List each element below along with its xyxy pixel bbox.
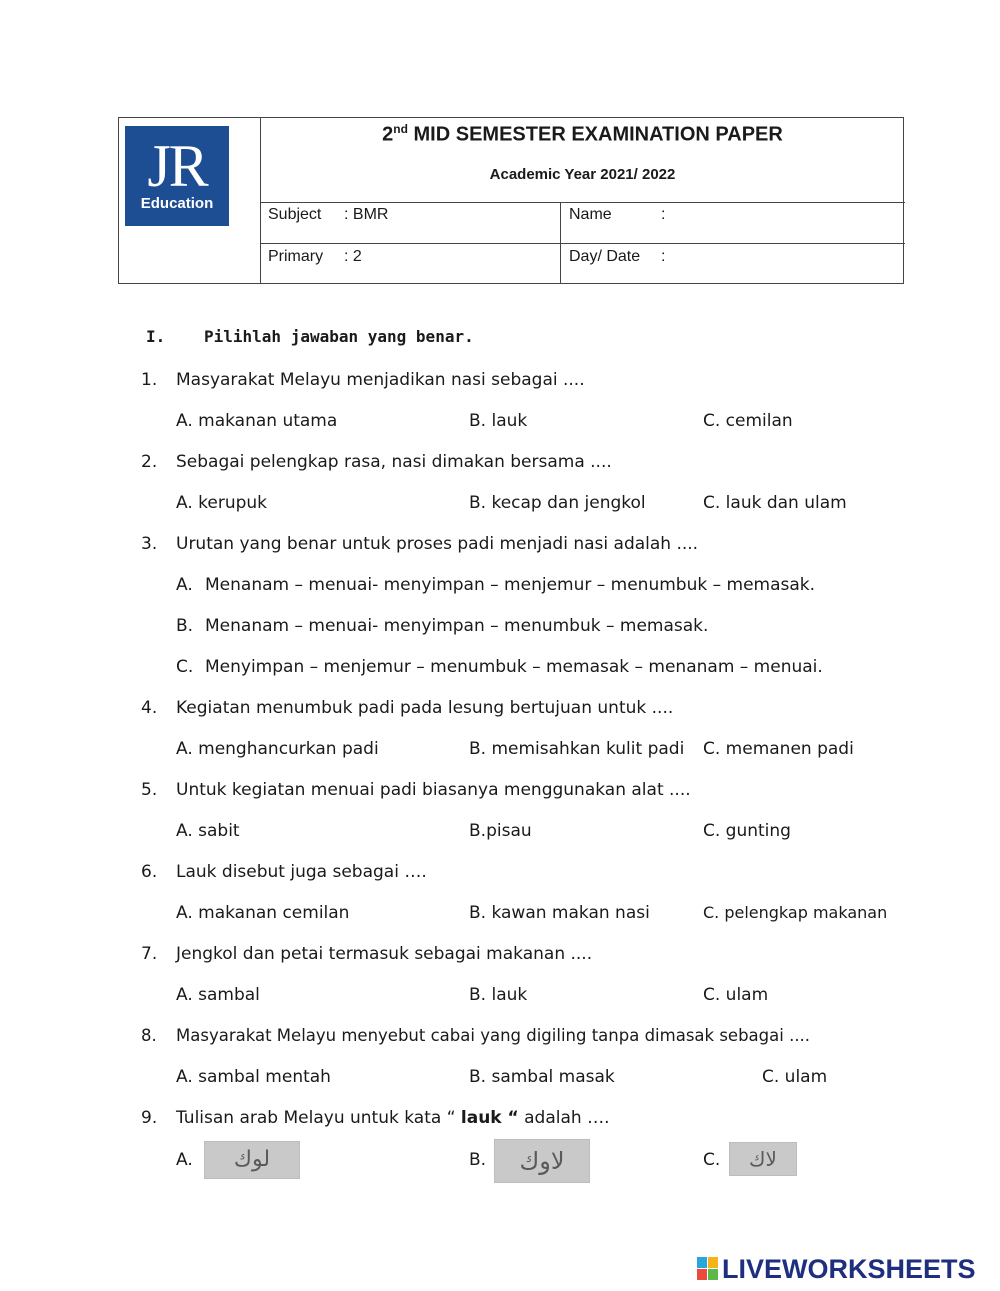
option-c[interactable]: C. ulam bbox=[762, 1067, 828, 1087]
question-6: 6. Lauk disebut juga sebagai …. bbox=[141, 862, 427, 882]
option-a[interactable]: A. bbox=[176, 1150, 193, 1170]
option-a[interactable]: A. sabit bbox=[176, 821, 240, 841]
divider bbox=[260, 243, 905, 244]
option-b[interactable]: B. kecap dan jengkol bbox=[469, 493, 646, 513]
exam-header-table bbox=[118, 117, 904, 284]
question-4: 4. Kegiatan menumbuk padi pada lesung bertujuan untuk .... bbox=[141, 698, 674, 718]
option-b[interactable]: B. lauk bbox=[469, 985, 528, 1005]
option-c[interactable]: C. bbox=[703, 1150, 721, 1170]
primary-field: Primary : 2 bbox=[268, 248, 362, 265]
option-c[interactable]: C. cemilan bbox=[703, 411, 793, 431]
option-a[interactable]: A. makanan cemilan bbox=[176, 903, 350, 923]
academic-year: Academic Year 2021/ 2022 bbox=[489, 166, 676, 183]
question-2: 2. Sebagai pelengkap rasa, nasi dimakan bersama .... bbox=[141, 452, 612, 472]
exam-title: 2nd MID SEMESTER EXAMINATION PAPER bbox=[382, 122, 783, 146]
option-a[interactable]: A. makanan utama bbox=[176, 411, 338, 431]
option-c[interactable]: C. memanen padi bbox=[703, 739, 854, 759]
divider bbox=[560, 202, 561, 283]
option-a[interactable]: A. sambal mentah bbox=[176, 1067, 331, 1087]
option-b[interactable]: B.pisau bbox=[469, 821, 532, 841]
divider bbox=[260, 202, 905, 203]
option-b[interactable]: B. kawan makan nasi bbox=[469, 903, 650, 923]
jawi-image-b[interactable]: لاوك bbox=[494, 1139, 590, 1183]
subject-field: Subject : BMR bbox=[268, 206, 389, 223]
option-c[interactable]: C. ulam bbox=[703, 985, 769, 1005]
jawi-image-a[interactable]: لوك bbox=[204, 1141, 300, 1179]
option-b[interactable]: B. memisahkan kulit padi bbox=[469, 739, 685, 759]
option-a[interactable]: A. menghancurkan padi bbox=[176, 739, 379, 759]
question-1: 1. Masyarakat Melayu menjadikan nasi sebagai .... bbox=[141, 370, 585, 390]
section-heading: I. Pilihlah jawaban yang benar. bbox=[146, 327, 474, 346]
option-c[interactable]: C. gunting bbox=[703, 821, 791, 841]
option-b[interactable]: B. lauk bbox=[469, 411, 528, 431]
option-c[interactable]: C. lauk dan ulam bbox=[703, 493, 847, 513]
question-3: 3. Urutan yang benar untuk proses padi menjadi nasi adalah .... bbox=[141, 534, 699, 554]
question-5: 5. Untuk kegiatan menuai padi biasanya menggunakan alat .... bbox=[141, 780, 691, 800]
option-b[interactable]: B. bbox=[469, 1150, 487, 1170]
option-a[interactable]: A. Menanam – menuai- menyimpan – menjemur – menumbuk – memasak. bbox=[176, 575, 816, 595]
jr-education-logo: JR Education bbox=[125, 126, 229, 226]
date-field[interactable]: Day/ Date : bbox=[569, 248, 666, 265]
option-a[interactable]: A. sambal bbox=[176, 985, 260, 1005]
question-9: 9. Tulisan arab Melayu untuk kata “ lauk “ adalah …. bbox=[141, 1108, 610, 1128]
option-b[interactable]: B. Menanam – menuai- menyimpan – menumbuk – memasak. bbox=[176, 616, 709, 636]
liveworksheets-mark-icon bbox=[697, 1257, 719, 1281]
jawi-image-c[interactable]: لاك bbox=[729, 1142, 797, 1176]
option-b[interactable]: B. sambal masak bbox=[469, 1067, 615, 1087]
option-c[interactable]: C. pelengkap makanan bbox=[703, 903, 888, 922]
question-8: 8. Masyarakat Melayu menyebut cabai yang digiling tanpa dimasak sebagai .... bbox=[141, 1026, 811, 1045]
liveworksheets-wordmark: LIVEWORKSHEETS bbox=[722, 1254, 976, 1284]
logo-cell bbox=[119, 118, 261, 283]
question-7: 7. Jengkol dan petai termasuk sebagai makanan .... bbox=[141, 944, 593, 964]
option-a[interactable]: A. kerupuk bbox=[176, 493, 268, 513]
option-c[interactable]: C. Menyimpan – menjemur – menumbuk – memasak – menanam – menuai. bbox=[176, 657, 823, 677]
name-field[interactable]: Name : bbox=[569, 206, 666, 223]
